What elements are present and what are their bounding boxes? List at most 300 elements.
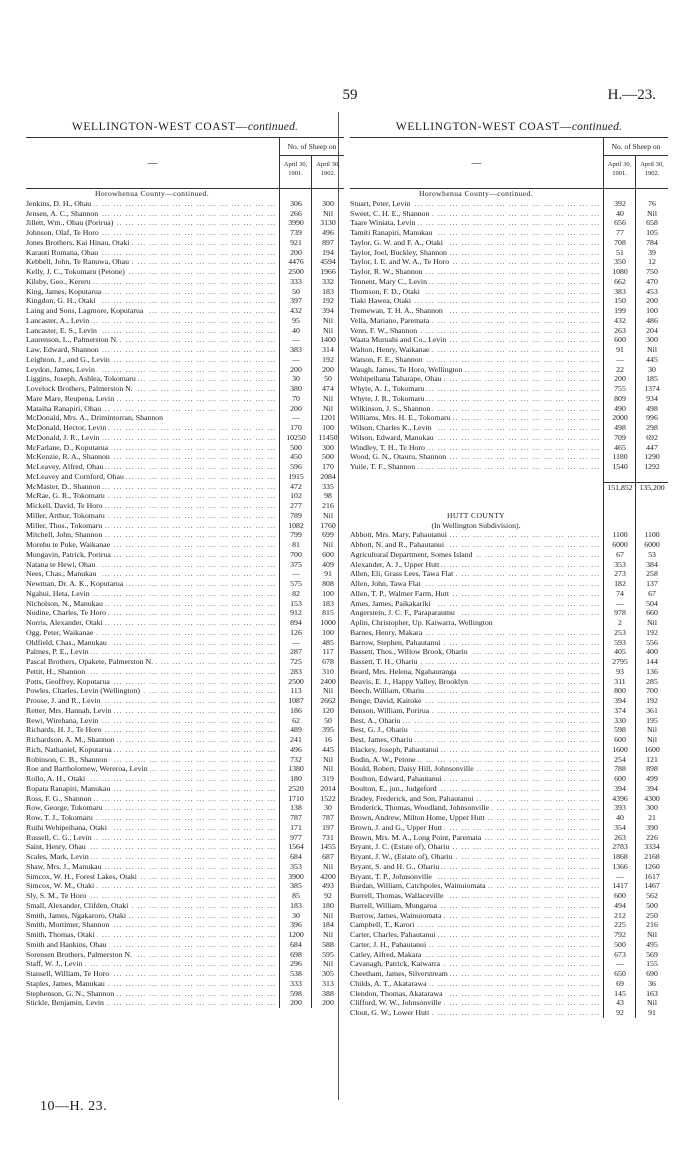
table-row (26, 452, 344, 462)
sheep-1901: 6000 (612, 540, 628, 549)
owner-name: Richards, H. J., Te Horo ... . (26, 725, 280, 735)
owner-name: Best, A., Ohariu ... . (350, 716, 604, 726)
sheep-1902: 474 (322, 384, 334, 393)
owner-name: Tiaki Hawea, Otaki ... . (350, 296, 604, 306)
sheep-1902: 216 (322, 501, 334, 510)
sheep-1901: 500 (290, 442, 302, 452)
sheep-1902: 180 (322, 900, 334, 910)
owner-name: Thomson, F. D., Otaki ... . (350, 287, 604, 297)
sheep-1901: 50 (292, 286, 300, 296)
table-row (26, 764, 344, 774)
sheep-1901: 673 (614, 949, 626, 959)
right-header-sheep-title: No. of Sheep on (604, 138, 668, 156)
sheep-1902 (312, 189, 344, 199)
sheep-1902: 498 (646, 403, 658, 413)
sheep-1901: 600 (614, 335, 626, 345)
owner-name: Mare Mare, Reupena, Levin ... . (26, 394, 280, 404)
section-heading (350, 511, 668, 521)
owner-name: Laurenson, L., Palmerston N. ... . (26, 335, 280, 345)
sheep-1901: 151,852 (604, 482, 636, 492)
left-header-col-1901: April 30, 1901. (280, 156, 312, 188)
sheep-1902: 660 (646, 608, 658, 618)
sheep-1902: 495 (646, 939, 658, 949)
table-row (26, 199, 344, 209)
table-row (26, 608, 344, 618)
owner-name: Catley, Alfred, Makara ... . (350, 950, 604, 960)
sheep-1901: 183 (290, 900, 302, 910)
sheep-1901: 70 (292, 393, 300, 403)
table-row (26, 950, 344, 960)
table-row (26, 306, 344, 316)
owner-name: McRae, G. R., Tokomaru ... . (26, 491, 280, 501)
owner-name: Mungavin, Patrick, Porirua ... . (26, 550, 280, 560)
sheep-1902: 192 (646, 627, 658, 637)
table-row (350, 764, 668, 774)
left-column (26, 117, 344, 1008)
table-row (350, 657, 668, 667)
owner-name: Simcox, W. H., Forest Lakes, Otaki ... . (26, 872, 280, 882)
table-row (350, 589, 668, 599)
table-row (26, 355, 344, 365)
sheep-1902: Nil (323, 910, 333, 920)
sheep-1902: 2084 (320, 471, 336, 481)
owner-name: Lancaster, E. S., Levin ... . (26, 326, 280, 336)
owner-name: Walton, Henry, Waikanae ... . (350, 345, 604, 355)
sheep-1902: 226 (646, 832, 658, 842)
owner-name: Yuile, T. F., Shannon ... . (350, 462, 604, 472)
sheep-1901: 2795 (612, 657, 628, 666)
table-row (350, 296, 668, 306)
owner-name: Whyte, A. J., Tokomaru ... . (350, 384, 604, 394)
sheep-1902: Nil (323, 403, 333, 413)
sheep-1901: 273 (614, 569, 626, 579)
owner-name: Watson, F. E., Shannon ... . (350, 355, 604, 365)
table-row (26, 589, 344, 599)
sheep-1901: 263 (614, 832, 626, 842)
sheep-1902: Nil (323, 930, 333, 939)
table-row (350, 940, 668, 950)
table-row (26, 560, 344, 570)
sheep-1901: 3990 (288, 218, 304, 228)
table-row (26, 803, 344, 813)
owner-name: Cavanagh, Patrick, Kaiwarra ... . (350, 959, 604, 969)
table-row (350, 267, 668, 277)
table-row (26, 823, 344, 833)
sheep-1901: 498 (614, 423, 626, 432)
sheep-1901: 489 (290, 725, 302, 735)
table-row (26, 891, 344, 901)
owner-name: Clifford, W. W., Johnsonville ... . (350, 998, 604, 1008)
table-row (26, 530, 344, 540)
sheep-1902: 305 (322, 969, 334, 978)
sheep-1902: 934 (646, 393, 658, 403)
owner-name: Row, T. J., Tokomaru ... . (26, 813, 280, 823)
table-row (26, 423, 344, 433)
sheep-1901: 40 (616, 813, 624, 822)
sheep-1902: 898 (646, 764, 658, 774)
owner-name: Benge, David, Kaitoke ... . (350, 696, 604, 706)
owner-name: Small, Alexander, Clifden, Otaki ... . (26, 901, 280, 911)
sheep-1901: 465 (614, 442, 626, 452)
owner-name: Kebbell, John, Te Ranuwa, Ohau ... . (26, 257, 280, 267)
right-vline-values (635, 189, 636, 1018)
sheep-1901: 1417 (612, 881, 628, 891)
sheep-1901: 254 (614, 754, 626, 764)
sheep-1902: 313 (322, 978, 334, 988)
owner-name: Mitchell, John, Shannon ... . (26, 530, 280, 540)
sheep-1902: 390 (646, 822, 658, 832)
table-row (350, 540, 668, 550)
sheep-1901: 755 (614, 384, 626, 393)
sheep-1902: 204 (646, 325, 658, 335)
table-row (26, 218, 344, 228)
sheep-1902: 91 (648, 1008, 656, 1017)
sheep-1901: 383 (614, 286, 626, 296)
sheep-1901: 1180 (612, 452, 628, 462)
left-header-col-1902: April 30, 1902. (316, 161, 340, 177)
table-row (350, 326, 668, 336)
table-row (350, 774, 668, 784)
sheep-1901: — (292, 569, 300, 579)
sheep-1901: 85 (292, 891, 300, 900)
sheep-1901: 62 (292, 715, 300, 725)
sheep-1901: 74 (616, 588, 624, 598)
sheep-1901: 212 (614, 910, 626, 920)
table-row (26, 735, 344, 745)
owner-name: Clendon, Thomas, Akatarawa ... . (350, 989, 604, 999)
sheep-1902: 192 (322, 354, 334, 364)
sheep-1901: 153 (290, 598, 302, 608)
sheep-1902: 2014 (320, 783, 336, 793)
sheep-1902: 285 (646, 676, 658, 686)
sheep-1901: 200 (290, 364, 302, 374)
sheep-1901: 69 (616, 978, 624, 988)
owner-name: Waata Muruahi and Co., Levin ... . (350, 335, 604, 345)
table-row (350, 618, 668, 628)
sheep-1902: 183 (322, 598, 334, 608)
owner-name: Venn, F. W., Shannon ... . (350, 326, 604, 336)
sheep-1902: 504 (646, 598, 658, 608)
sheep-1902: 678 (322, 657, 334, 666)
owner-name: McLeavey and Cornford, Ohau ... . (26, 472, 280, 482)
sheep-1902: 200 (322, 998, 334, 1008)
sheep-1902: Nil (323, 325, 333, 335)
sheep-1902: 453 (646, 286, 658, 296)
sheep-1901: 598 (614, 725, 626, 735)
sheep-1901: — (292, 354, 300, 364)
owner-name: Wilson, Charles K., Levin ... . (350, 423, 604, 433)
sheep-1902: 319 (322, 774, 334, 783)
sheep-1901: 921 (290, 237, 302, 247)
sheep-1901: 977 (290, 832, 302, 842)
sheep-1902: Nil (323, 315, 333, 325)
sheep-1902: 658 (646, 218, 658, 228)
sheep-1901: 200 (290, 247, 302, 257)
sheep-1902: 1522 (320, 793, 336, 803)
table-row (26, 335, 344, 345)
table-row (26, 930, 344, 940)
sheep-1902: 192 (322, 296, 334, 306)
table-row (26, 384, 344, 394)
sheep-1901: 138 (290, 803, 302, 813)
table-row (26, 706, 344, 716)
owner-name: Wehipeihana Taharape, Ohau ... . (350, 374, 604, 384)
sheep-1901: — (292, 637, 300, 647)
sheep-1902: 105 (646, 228, 658, 237)
owner-name: Scales, Mark, Levin ... . (26, 852, 280, 862)
sheep-1901: 708 (614, 237, 626, 247)
sheep-1901: 500 (614, 939, 626, 949)
owner-name: King, James, Koputarua ... . (26, 287, 280, 297)
owner-name: Allen, John, Tawa Flat ... . (350, 579, 604, 589)
sheep-1902: 808 (322, 579, 334, 588)
owner-name: Smith, Mortimer, Shannon ... . (26, 920, 280, 930)
owner-name: Carter, Charles, Pahautanui ... . (350, 930, 604, 940)
owner-name: McMaster, D., Shannon ... . (26, 482, 280, 492)
table-row (26, 647, 344, 657)
table-row (350, 745, 668, 755)
table-row (350, 803, 668, 813)
sheep-1901: 600 (614, 891, 626, 900)
table-row (350, 667, 668, 677)
sheep-1902: 496 (322, 228, 334, 237)
sheep-1902: 300 (646, 803, 658, 813)
sheep-1902: 500 (646, 900, 658, 910)
sheep-1902: 556 (646, 637, 658, 647)
left-column-title: WELLINGTON-WEST COAST—continued. (71, 121, 299, 133)
sheep-1901: 1540 (612, 462, 628, 471)
sheep-1902: 2168 (644, 852, 660, 861)
sheep-1901: 490 (614, 403, 626, 413)
owner-name: Bryant, S. and H. G., Ohariu ... . (350, 862, 604, 872)
sheep-1902: Nil (647, 208, 657, 218)
sheep-1901: 200 (290, 403, 302, 413)
sheep-1902: 183 (322, 286, 334, 296)
left-table-body (26, 189, 344, 1008)
table-row (350, 686, 668, 696)
table-row (26, 521, 344, 531)
sheep-1901: 311 (614, 676, 626, 686)
owner-name: Burrell, Thomas, Wallaceville ... . (350, 891, 604, 901)
sheep-1901: 494 (614, 900, 626, 910)
owner-name: Russell, C. G., Levin ... . (26, 833, 280, 843)
sheep-1901: 30 (292, 374, 300, 384)
sheep-1901: 684 (290, 852, 302, 861)
sheep-1902: 996 (646, 413, 658, 423)
sheep-1902: 687 (322, 852, 334, 861)
sheep-1901: 1087 (288, 696, 304, 705)
table-row (26, 209, 344, 219)
owner-name: Best, James, Ohariu ... . (350, 735, 604, 745)
table-row (26, 989, 344, 999)
table-row (26, 433, 344, 443)
sheep-1901: 350 (614, 257, 626, 267)
owner-name: Ropata Ranapiri, Manukau ... . (26, 784, 280, 794)
owner-name: McDonald, Hector, Levin ... . (26, 423, 280, 433)
sheep-1901: 95 (292, 315, 300, 325)
owner-name: Burdan, William, Catchpoles, Wainuiomata ... . (350, 881, 604, 891)
sheep-1902: 499 (646, 774, 658, 783)
table-row (26, 969, 344, 979)
sheep-1902: 361 (646, 705, 658, 715)
table-row (350, 638, 668, 648)
sheep-1901: 739 (290, 228, 302, 237)
page-footer: 10—H. 23. (40, 1099, 108, 1114)
table-row (350, 1008, 668, 1018)
sheep-1902: 36 (648, 978, 656, 988)
table-row (350, 998, 668, 1008)
sheep-1901: 263 (614, 325, 626, 335)
sheep-1902: 1455 (320, 842, 336, 852)
sheep-1902: 50 (324, 715, 332, 725)
owner-name: Bassett, T. H., Ohariu ... . (350, 657, 604, 667)
owner-name: Stickle, Benjamin, Levin ... . (26, 998, 280, 1008)
table-row (350, 891, 668, 901)
table-row (26, 238, 344, 248)
owner-name: McKenzie, R. A., Shannon ... . (26, 452, 280, 462)
owner-name: Abbott, Mrs. Mary, Pahautanui ... . (350, 530, 604, 540)
sheep-1901: 306 (290, 198, 302, 208)
sheep-1901: 277 (290, 501, 302, 510)
sheep-1902: 335 (322, 481, 334, 491)
sheep-1901: 432 (614, 315, 626, 325)
sheep-1901 (604, 511, 636, 521)
sheep-1901: 353 (614, 559, 626, 569)
sheep-1901: 732 (290, 754, 302, 764)
sheep-1901: 397 (290, 296, 302, 306)
owner-name: Powles, Charles, Levin (Wellington) ... . (26, 686, 280, 696)
owner-name: Brown, Mrs. M. A., Long Point, Paremata ... . (350, 833, 604, 843)
sheep-1902: 1290 (644, 452, 660, 462)
table-row (26, 413, 344, 423)
sheep-1901: 787 (290, 813, 302, 822)
sheep-1902: 409 (322, 559, 334, 569)
table-row (26, 267, 344, 277)
page-reference: H.—23. (607, 87, 656, 103)
table-row (26, 599, 344, 609)
sheep-1901: 684 (290, 939, 302, 949)
owner-name: McLeavey, Alfred, Ohau ... . (26, 462, 280, 472)
sheep-1901: 405 (614, 647, 626, 657)
sheep-1902: 200 (322, 364, 334, 374)
sheep-1902: 595 (322, 949, 334, 959)
sheep-1902: 1400 (320, 335, 336, 345)
table-row (350, 852, 668, 862)
sheep-1902: 1000 (320, 618, 336, 627)
sheep-1902: 298 (646, 423, 658, 432)
sheep-1901: 40 (616, 208, 624, 218)
sheep-1901: 333 (290, 276, 302, 286)
sheep-1901: 1082 (288, 520, 304, 530)
table-row (350, 443, 668, 453)
sheep-1902: Nil (323, 861, 333, 871)
table-row (350, 569, 668, 579)
owner-name: Boulton, Edward, Pahautanui ... . (350, 774, 604, 784)
sheep-1901: 472 (290, 481, 302, 491)
sheep-1901: 2520 (288, 783, 304, 793)
sheep-1901: 396 (290, 920, 302, 930)
table-row (350, 706, 668, 716)
sheep-1902: 815 (322, 608, 334, 618)
sheep-1901: 1366 (612, 861, 628, 871)
sheep-1902: Nil (323, 764, 333, 774)
table-row (350, 579, 668, 589)
table-row (26, 842, 344, 852)
sheep-1902: 388 (322, 988, 334, 998)
table-row (350, 628, 668, 638)
owner-name: Potts, Geoffrey, Koputarua ... . (26, 677, 280, 687)
table-row (26, 394, 344, 404)
right-table-header (350, 137, 668, 189)
owner-name: Morehu te Puke, Waikanae ... . (26, 540, 280, 550)
sheep-1901: 180 (290, 774, 302, 783)
owner-name: Burrell, William, Mungaroa ... . (350, 901, 604, 911)
table-row (26, 618, 344, 628)
sheep-1901: 2500 (288, 676, 304, 686)
sheep-1901: 792 (614, 930, 626, 939)
table-row (26, 326, 344, 336)
owner-name: Agricultural Department, Somes Island ... . (350, 550, 604, 560)
owner-name: Norris, Alexander, Otaki ... . (26, 618, 280, 628)
sheep-1901: 698 (290, 949, 302, 959)
sheep-1901: 102 (290, 491, 302, 501)
table-row (350, 433, 668, 443)
owner-name: Jillett, Wm., Ohau (Porirua) ... . (26, 218, 280, 228)
page-number: 59 (342, 87, 358, 103)
owner-name: Beard, Mrs. Helena, Ngahauranga ... . (350, 667, 604, 677)
sheep-1901: 709 (614, 432, 626, 442)
sheep-1901: 978 (614, 608, 626, 618)
sheep-1901: 22 (616, 364, 624, 374)
sheep-1902: 897 (322, 237, 334, 247)
owner-name: Beech, William, Ohariu ... . (350, 686, 604, 696)
owner-name: Jenkins, D. H., Ohau ... . (26, 199, 280, 209)
table-row (350, 257, 668, 267)
owner-name: Nees, Chas., Manukau ... . (26, 569, 280, 579)
sheep-1901: 2000 (612, 413, 628, 423)
table-row (350, 462, 668, 472)
sheep-1902: 100 (322, 627, 334, 637)
sheep-1902: 1260 (644, 861, 660, 871)
sheep-1901: — (616, 959, 624, 969)
owner-name: (In Wellington Subdivision). (431, 520, 521, 530)
table-row (26, 404, 344, 414)
sheep-1902: 194 (322, 247, 334, 257)
right-table-body (350, 189, 668, 1018)
owner-name: Beavis, E. J., Happy Valley, Brooklyn ... . (350, 677, 604, 687)
sheep-1901: 1100 (612, 530, 628, 540)
sheep-1901: 241 (290, 735, 302, 744)
sheep-1902: Nil (647, 618, 657, 627)
table-row (350, 716, 668, 726)
owner-name: Vella, Mariano, Paremata ... . (350, 316, 604, 326)
table-row (350, 735, 668, 745)
owner-name: Sly, S. M., Te Horo ... . (26, 891, 280, 901)
table-row (26, 998, 344, 1008)
sheep-1901: 2 (618, 618, 622, 627)
table-row (26, 579, 344, 589)
table-row (350, 404, 668, 414)
owner-name: Nodine, Charles, Te Horo ... . (26, 608, 280, 618)
sheep-1902: 117 (322, 647, 334, 657)
table-row (350, 755, 668, 765)
table-row (26, 277, 344, 287)
owner-name: Liggins, Joseph, Ashlea, Tokomaru ... . (26, 374, 280, 384)
sheep-1902: Nil (647, 735, 657, 744)
owner-name: Ames, James, Paikakariki ... . (350, 599, 604, 609)
sheep-1901: 4396 (612, 793, 628, 803)
table-row (26, 296, 344, 306)
